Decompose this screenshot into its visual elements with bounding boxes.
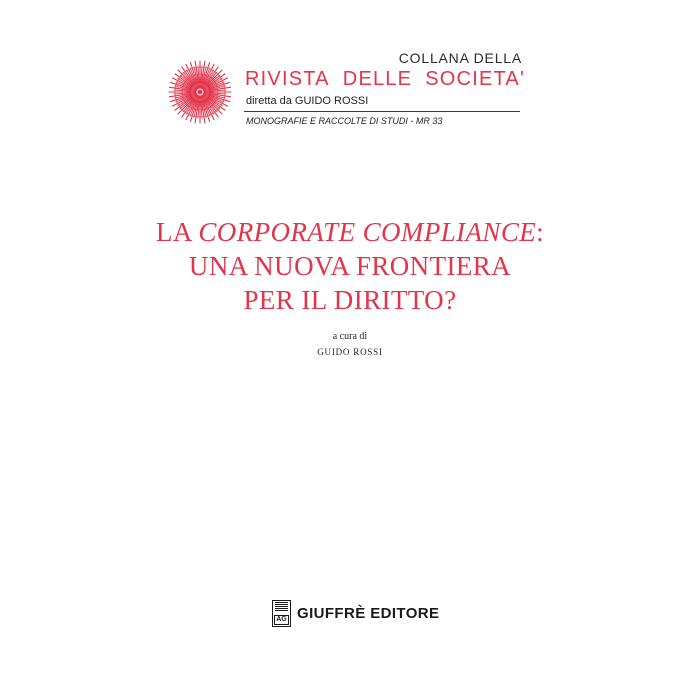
giuffre-ag-logo-icon bbox=[272, 600, 291, 627]
series-title-word: SOCIETA' bbox=[425, 68, 525, 90]
publisher-block bbox=[272, 600, 439, 627]
series-title-word: RIVISTA bbox=[245, 68, 330, 90]
book-title-line-3: PER IL DIRITTO? bbox=[243, 285, 457, 315]
publisher-logo-letters: AG bbox=[276, 616, 287, 623]
series-title-word: DELLE bbox=[342, 68, 413, 90]
curatela-label: a cura di bbox=[332, 331, 368, 342]
series-collana-label: COLLANA DELLA bbox=[398, 50, 522, 66]
red-sunburst-icon bbox=[168, 60, 232, 124]
publisher-logo-stripes bbox=[275, 602, 288, 611]
series-title bbox=[245, 68, 525, 91]
book-title-line-2: UNA NUOVA FRONTIERA bbox=[188, 251, 512, 281]
editor-name: GUIDO ROSSI bbox=[317, 347, 383, 357]
header-divider bbox=[244, 111, 520, 112]
book-title-colon: : bbox=[536, 217, 545, 247]
series-director: diretta da GUIDO ROSSI bbox=[246, 95, 369, 107]
series-subtitle: MONOGRAFIE E RACCOLTE DI STUDI - MR 33 bbox=[246, 116, 443, 126]
book-title-italic: CORPORATE COMPLIANCE bbox=[198, 217, 537, 247]
sunburst-center bbox=[198, 90, 203, 95]
book-title-line-1 bbox=[100, 215, 600, 249]
book-title bbox=[100, 215, 600, 317]
publisher-name: GIUFFRÈ EDITORE bbox=[297, 605, 440, 622]
book-title-prefix: LA bbox=[155, 217, 199, 247]
